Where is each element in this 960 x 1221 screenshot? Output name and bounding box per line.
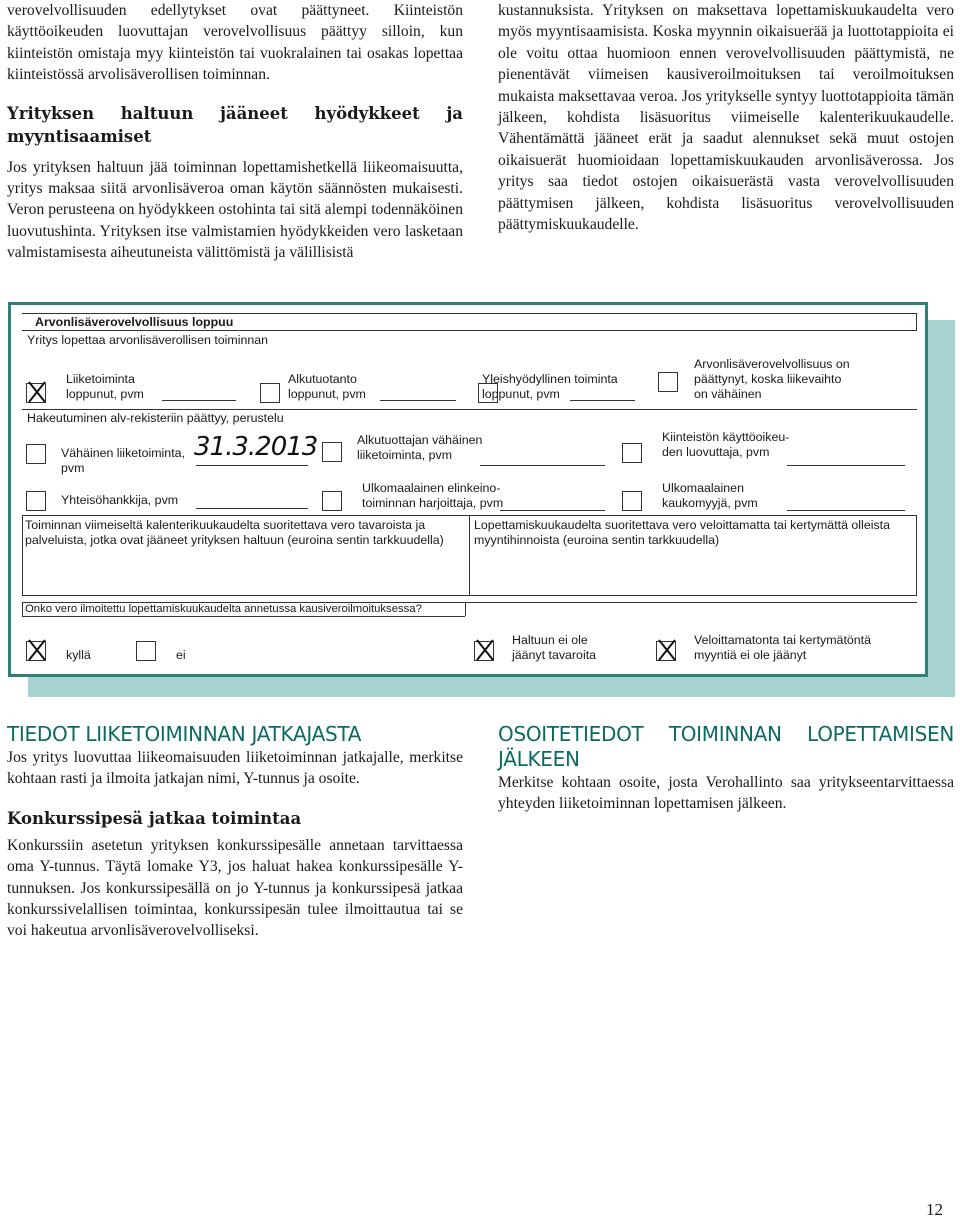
checkbox-yhteisohankkija[interactable] — [26, 491, 46, 511]
form-rule-amounts-bottom — [22, 595, 917, 596]
checkbox-alkutuotanto[interactable] — [260, 383, 280, 403]
date-line-liiketoiminta — [162, 400, 236, 401]
label-kylla: kyllä — [66, 648, 91, 662]
handwritten-date: 31.3.2013 — [194, 432, 318, 462]
bottom-right-column — [498, 722, 954, 815]
paragraph-jatkaja: Jos yritys luovuttaa liikeomaisuuden liiketoiminnan jatkajalle, merkitse kohtaan rasti ja ilmoita jatkajan nimi, Y-tunnus ja osoite. — [7, 749, 463, 788]
paragraph-konkurssipesa: Konkurssiin asetetun yrityksen konkurssipesälle annetaan tarvittaessa oma Y-tunnus. Täytä lomake Y3, jos haluat hakea konkurssipesälle Y-tunnuksen. Jos konkurssipesällä on jo Y-tunnus ja konkurssipesä jatkaa konkurssivelallisen toimintaa, konkurssipesän tulee ilmoittautua tai se voi hakeutua arvonlisäverovelvolliseksi. — [7, 836, 463, 940]
question-right-edge — [465, 602, 466, 616]
check-x-icon — [26, 638, 48, 662]
checkbox-vahainen-liiketoiminta[interactable] — [26, 444, 46, 464]
form-title: Arvonlisäverovelvollisuus loppuu — [35, 315, 234, 329]
label-veloittamaton: Veloittamatonta tai kertymätöntä myyntiä ei ole jäänyt — [694, 633, 872, 662]
form-subtitle: Yritys lopettaa arvonlisäverollisen toiminnan — [27, 333, 269, 347]
checkbox-alkutuottajan-vahainen[interactable] — [322, 442, 342, 462]
left-top-column — [7, 0, 463, 264]
amount-box-left-edge — [22, 515, 23, 595]
question-bottom-rule — [22, 616, 465, 617]
heading-haltuun-jaaneet: Yrityksen haltuun jääneet hyödykkeet ja myyntisaamiset — [7, 103, 463, 146]
paragraph-verovelvollisuus: verovelvollisuuden edellytykset ovat päättyneet. Kiinteistön käyttöoikeuden luovuttajan verovelvollisuus päättyy silloin, kun kiinteistön omistaja myy kiinteistön tai vuokralainen tai osakas lopettaa kiinteistössä arvolisäverollisen toiminnan. — [7, 2, 463, 84]
paragraph-kustannuksista: kustannuksista. Yrityksen on maksettava lopettamiskuukaudelta vero myös myyntisaamisista. Koska myynnin oikaisuerää ja luottotappioita ei ole voitu ottaa huomioon ennen verovelvollisuuden päättymistä, ne pienentävät viimeisen kausiveroilmoituksen tai veroilmoituksen mukaista maksettavaa veroa. Jos yritykselle syntyy luottotappioita tämän jälkeen, kohdista lisäsuoritus viimeiselle kalenterikuukaudelle. Vähentämättä jääneet erät ja saadut alennukset sekä muut ostojen oikaisuerät huomioidaan lopettamiskuukauden arvonlisäverossa. Jos yritys saa tiedot ostojen oikaisuerästä vasta verovelvollisuuden päättymisen jälkeen, kohdista lisäsuoritus verovelvollisuuden päättymiskuukaudelle. — [498, 2, 954, 234]
label-kiinteiston-luovuttaja: Kiinteistön käyttöoikeu- den luovuttaja, pvm — [662, 430, 790, 459]
label-haltuun-ei-ole: Haltuun ei ole jäänyt tavaroita — [512, 633, 597, 662]
label-alkutuottajan-vahainen: Alkutuottajan vähäinen liiketoiminta, pvm — [357, 433, 483, 462]
date-line-alkutuotanto — [380, 400, 456, 401]
checkbox-ulkomaalainen-kaukomyyja[interactable] — [622, 491, 642, 511]
label-hakeutuminen: Hakeutuminen alv-rekisteriin päättyy, perustelu — [27, 411, 284, 425]
title-osoitetiedot: OSOITETIEDOT TOIMINNAN LOPETTAMISEN JÄLKEEN — [498, 722, 954, 771]
date-line-yhteisohankkija — [196, 508, 308, 509]
check-x-icon — [474, 638, 496, 662]
paragraph-hyodykkeet: Jos yrityksen haltuun jää toiminnan lopettamishetkellä liikeomaisuutta, yritys maksaa siitä arvonlisäveroa oman käytön säännösten mukaisesti. Veron perusteena on hyödykkeen ostohinta tai sitä alempi todennäköinen luovutushinta. Yrityksen itse valmistamien hyödykkeiden vero lasketaan valmistamisesta aiheutuneista välittömistä ja välillisistä — [7, 158, 463, 262]
label-yleishyodyllinen: Yleishyödyllinen toiminta loppunut, pvm — [482, 372, 618, 401]
checkbox-kiinteiston-luovuttaja[interactable] — [622, 443, 642, 463]
label-liiketoiminta: Liiketoiminta loppunut, pvm — [66, 372, 144, 401]
label-vahainen-liiketoiminta: Vähäinen liiketoiminta, pvm — [61, 446, 185, 475]
date-line-kiinteiston — [787, 465, 905, 466]
date-line-vahainen — [196, 465, 308, 466]
label-alkutuotanto: Alkutuotanto loppunut, pvm — [288, 372, 366, 401]
checkbox-vahainen-liikevaihto[interactable] — [658, 372, 678, 392]
label-ulkomaalainen-elinkeino: Ulkomaalainen elinkeino- toiminnan harjoittaja, pvm — [362, 481, 504, 510]
form-top-rule — [22, 313, 917, 314]
title-tiedot-jatkajasta: TIEDOT LIIKETOIMINNAN JATKAJASTA — [7, 722, 362, 746]
form-title-right-edge — [916, 313, 917, 330]
amount-box-divider — [469, 515, 470, 595]
page-number: 12 — [926, 1200, 943, 1219]
form-rule-hakeutuminen — [22, 409, 917, 410]
form-title-rule — [22, 330, 917, 331]
date-line-ulkomaalainen-elinkeino — [500, 510, 605, 511]
label-lopettamis-vero: Lopettamiskuukaudelta suoritettava vero veloittamatta tai kertymättä olleista myyntihinnoista (euroina sentin tarkkuudella) — [474, 518, 890, 547]
date-line-yleishyodyllinen — [570, 400, 635, 401]
label-ulkomaalainen-kaukomyyja: Ulkomaalainen kaukomyyjä, pvm — [662, 481, 758, 510]
paragraph-osoitetiedot: Merkitse kohtaan osoite, josta Verohallinto saa yritykseentarvittaessa yhteyden liiketoiminnan lopettamisen jälkeen. — [498, 774, 954, 813]
label-ei: ei — [176, 648, 186, 662]
checkbox-ulkomaalainen-elinkeino[interactable] — [322, 491, 342, 511]
check-x-icon — [26, 380, 48, 404]
checkbox-ei[interactable] — [136, 641, 156, 661]
label-viimeinen-vero: Toiminnan viimeiseltä kalenterikuukaudelta suoritettava vero tavaroista ja palveluista, jotka ovat jääneet yrityksen haltuun (euroina sentin tarkkuudella) — [25, 518, 444, 547]
heading-konkurssipesa: Konkurssipesä jatkaa toimintaa — [7, 808, 302, 828]
right-top-column — [498, 0, 954, 235]
label-vahainen-liikevaihto: Arvonlisäverovelvollisuus on päättynyt, koska liikevaihto on vähäinen — [694, 357, 850, 401]
date-line-kaukomyyja — [787, 510, 905, 511]
label-kysymys: Onko vero ilmoitettu lopettamiskuukaudelta annetussa kausiveroilmoituksessa? — [25, 603, 422, 615]
amount-box-right-edge — [916, 515, 917, 595]
question-left-edge — [22, 602, 23, 616]
label-yhteisohankkija: Yhteisöhankkija, pvm — [61, 493, 179, 507]
date-line-alkutuottajan — [480, 465, 605, 466]
bottom-left-column — [7, 722, 463, 942]
check-x-icon — [656, 638, 678, 662]
